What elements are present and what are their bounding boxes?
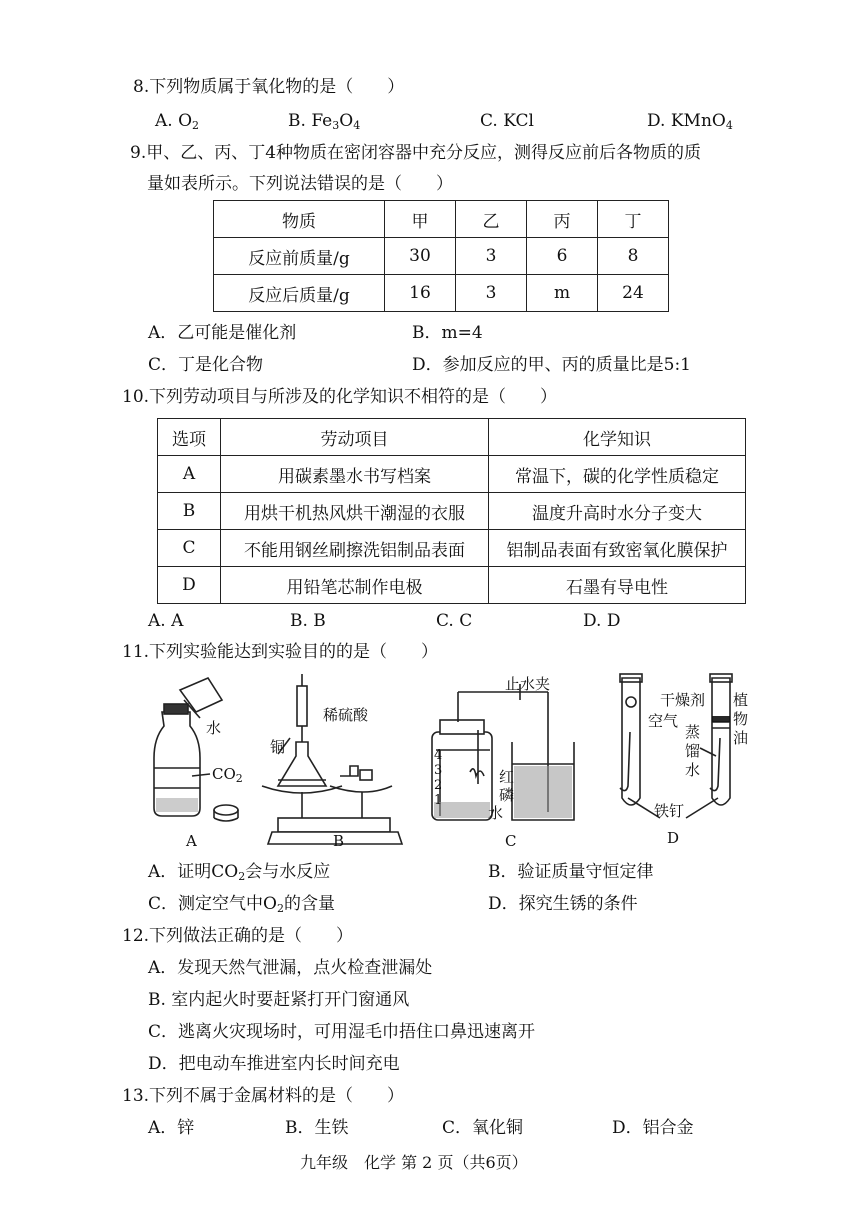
q8-option-d: D. KMnO$_4$	[647, 111, 733, 132]
q9-cell: m	[527, 275, 598, 312]
table-row	[214, 275, 669, 312]
table-row	[214, 238, 669, 275]
fig-b-acid-label: 稀硫酸	[323, 706, 369, 724]
q11-option-a: A．证明$CO_2$会与水反应	[148, 862, 331, 883]
table-row	[158, 530, 746, 567]
q9-stem-line2: 量如表所示。下列说法错误的是（ ）	[147, 174, 453, 194]
q9-header-cell: 物质	[214, 201, 385, 238]
q9-header-cell: 丙	[527, 201, 598, 238]
q11-option-b: B．验证质量守恒定律	[488, 862, 654, 882]
q9-cell: 6	[527, 238, 598, 275]
q10-cell: 温度升高时水分子变大	[489, 493, 746, 530]
fig-d-dist-3: 水	[685, 761, 701, 779]
q10-cell: 石墨有导电性	[489, 567, 746, 604]
q13-option-c: C．氧化铜	[442, 1118, 524, 1138]
q9-option-a: A．乙可能是催化剂	[148, 323, 297, 343]
fig-d-air-label: 空气	[648, 712, 679, 730]
q13-option-a: A．锌	[148, 1118, 195, 1138]
fig-c-scale-4: 4	[434, 748, 443, 763]
fig-d-nail-label: 铁钉	[654, 802, 685, 820]
fig-c-water-label: 水	[488, 804, 504, 822]
q11-stem: 11.下列实验能达到实验目的的是（ ）	[122, 642, 439, 662]
fig-c-scale-2: 2	[434, 778, 443, 793]
fig-c-p-label: 磷	[499, 786, 515, 804]
q12-option-a: A．发现天然气泄漏，点火检查泄漏处	[148, 958, 433, 978]
q12-option-b: B. 室内起火时要赶紧打开门窗通风	[148, 990, 410, 1010]
q9-header-cell: 丁	[598, 201, 669, 238]
fig-d-desiccant-label: 干燥剂	[660, 691, 706, 709]
fig-c-clamp-label: 止水夹	[505, 675, 551, 693]
q9-stem-line1: 9.甲、乙、丙、丁4种物质在密闭容器中充分反应，测得反应前后各物质的质	[130, 143, 702, 163]
q12-stem: 12.下列做法正确的是（ ）	[122, 926, 354, 946]
q10-cell: A	[158, 456, 221, 493]
q9-cell: 8	[598, 238, 669, 275]
q10-cell: 不能用钢丝刷擦洗铝制品表面	[221, 530, 489, 567]
q8-stem: 8.下列物质属于氧化物的是（ ）	[133, 77, 405, 97]
table-row	[158, 567, 746, 604]
fig-d-oil-2: 物	[733, 710, 749, 728]
q9-option-b: B．m=4	[412, 323, 483, 343]
page-footer: 九年级 化学 第 2 页（共6页）	[300, 1153, 528, 1172]
q9-cell: 3	[456, 238, 527, 275]
fig-a-letter: A	[186, 832, 197, 850]
q10-cell: 铝制品表面有致密氧化膜保护	[489, 530, 746, 567]
q9-cell: 3	[456, 275, 527, 312]
fig-d-oil-3: 油	[733, 729, 749, 747]
q10-stem: 10.下列劳动项目与所涉及的化学知识不相符的是（ ）	[122, 387, 558, 407]
q9-table	[213, 200, 669, 312]
q9-option-d: D．参加反应的甲、丙的质量比是5:1	[412, 355, 691, 375]
q13-stem: 13.下列不属于金属材料的是（ ）	[122, 1086, 405, 1106]
q10-table	[157, 418, 746, 604]
fig-c-scale-3: 3	[434, 763, 443, 778]
q9-cell: 反应前质量/g	[214, 238, 385, 275]
fig-c-letter: C	[505, 832, 517, 850]
q10-header-cell: 劳动项目	[221, 419, 489, 456]
q9-header-cell: 乙	[456, 201, 527, 238]
q9-cell: 24	[598, 275, 669, 312]
q10-cell: D	[158, 567, 221, 604]
q10-option-d: D. D	[583, 611, 621, 631]
q11-experiment-figure	[140, 668, 750, 853]
fig-a-water-label: 水	[206, 719, 222, 737]
q13-option-d: D．铝合金	[612, 1118, 694, 1138]
q11-option-c: C．测定空气中$O_2$的含量	[148, 894, 335, 915]
fig-a-co2-label: $CO_2$	[212, 765, 243, 785]
q8-option-b: B. $Fe_3O_4$	[288, 111, 361, 132]
q13-option-b: B．生铁	[285, 1118, 349, 1138]
fig-b-copper-label: 铜	[270, 738, 286, 756]
fig-b-letter: B	[333, 832, 345, 850]
q10-header-cell: 选项	[158, 419, 221, 456]
fig-d-dist-1: 蒸	[685, 723, 701, 741]
q10-cell: C	[158, 530, 221, 567]
fig-d-dist-2: 馏	[685, 742, 701, 760]
q8-option-a: A. $O_2$	[155, 111, 200, 132]
fig-c-red-label: 红	[499, 768, 515, 786]
q10-option-a: A. A	[148, 611, 184, 631]
q10-header-cell: 化学知识	[489, 419, 746, 456]
q9-cell: 反应后质量/g	[214, 275, 385, 312]
fig-d-oil-1: 植	[733, 691, 749, 709]
q9-option-c: C．丁是化合物	[148, 355, 264, 375]
q10-option-c: C. C	[436, 611, 473, 631]
q12-option-d: D．把电动车推进室内长时间充电	[148, 1054, 400, 1074]
fig-c-scale-1: 1	[434, 793, 443, 808]
q11-option-d: D．探究生锈的条件	[488, 894, 638, 914]
q10-cell: 用铅笔芯制作电极	[221, 567, 489, 604]
q9-cell: 16	[385, 275, 456, 312]
q10-cell: B	[158, 493, 221, 530]
table-row	[158, 456, 746, 493]
q8-option-c: C. KCl	[480, 111, 534, 131]
q10-option-b: B. B	[290, 611, 326, 631]
q9-cell: 30	[385, 238, 456, 275]
q10-cell: 用碳素墨水书写档案	[221, 456, 489, 493]
fig-d-letter: D	[667, 829, 680, 847]
q10-cell: 用烘干机热风烘干潮湿的衣服	[221, 493, 489, 530]
q10-cell: 常温下，碳的化学性质稳定	[489, 456, 746, 493]
q9-header-cell: 甲	[385, 201, 456, 238]
q12-option-c: C．逃离火灾现场时，可用湿毛巾捂住口鼻迅速离开	[148, 1022, 536, 1042]
table-row	[158, 493, 746, 530]
